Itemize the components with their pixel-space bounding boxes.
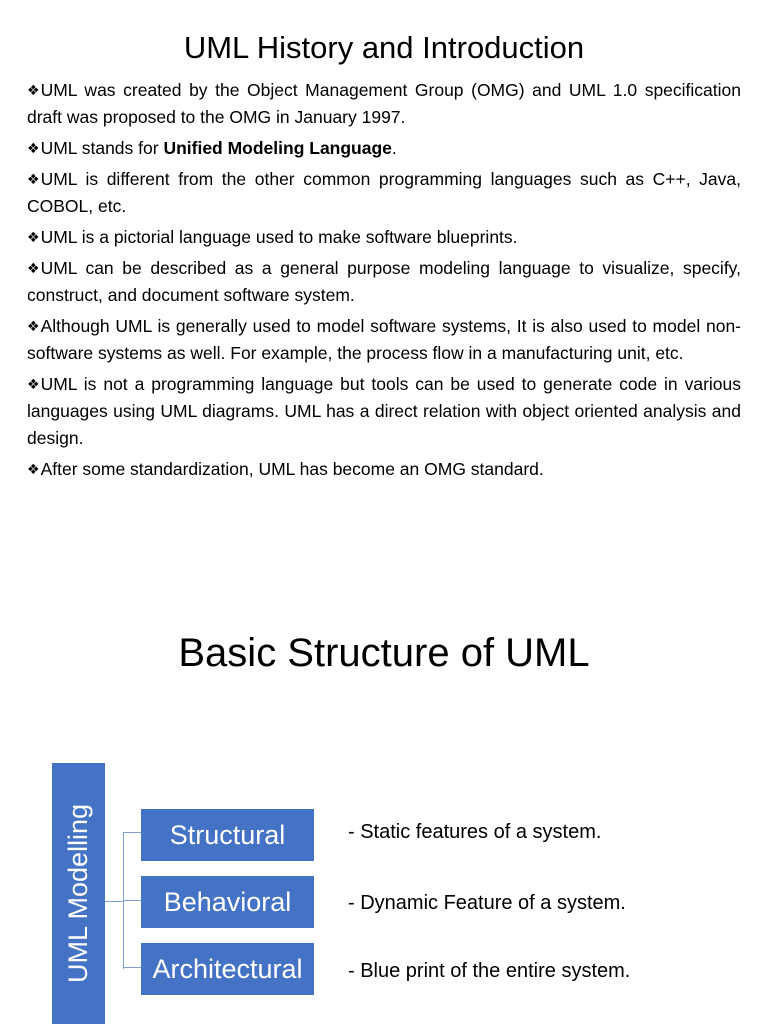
bullet-item: ❖After some standardization, UML has become an OMG standard.: [27, 456, 741, 483]
node-behavioral: Behavioral: [141, 876, 314, 928]
bullet-item: ❖UML is different from the other common programming languages such as C++, Java, COBOL, etc.: [27, 166, 741, 220]
node-architectural: Architectural: [141, 943, 314, 995]
bullet-item: ❖UML is a pictorial language used to make software blueprints.: [27, 224, 741, 251]
diamond-bullet-icon: ❖: [27, 140, 40, 156]
node-description: - Static features of a system.: [348, 821, 602, 843]
diamond-bullet-icon: ❖: [27, 461, 40, 477]
node-description: - Dynamic Feature of a system.: [348, 892, 626, 914]
diamond-bullet-icon: ❖: [27, 82, 40, 98]
diamond-bullet-icon: ❖: [27, 376, 40, 392]
bullet-item: ❖UML stands for Unified Modeling Language.: [27, 135, 741, 162]
root-connector: [105, 901, 123, 902]
diamond-bullet-icon: ❖: [27, 229, 40, 245]
node-description: - Blue print of the entire system.: [348, 960, 631, 982]
bullet-item: ❖Although UML is generally used to model software systems, It is also used to model non-software systems as well. For example, the process flow in a manufacturing unit, etc.: [27, 313, 741, 367]
diamond-bullet-icon: ❖: [27, 318, 40, 334]
branch-line: [124, 900, 142, 901]
tree-connector: [123, 832, 142, 969]
bold-term: Unified Modeling Language: [163, 138, 392, 158]
diamond-bullet-icon: ❖: [27, 171, 40, 187]
slide-basic-structure: [0, 580, 768, 1024]
node-structural: Structural: [141, 809, 314, 861]
slide-title: Basic Structure of UML: [178, 631, 590, 675]
diamond-bullet-icon: ❖: [27, 260, 40, 276]
bullet-item: ❖UML can be described as a general purpose modeling language to visualize, specify, construct, and document software system.: [27, 255, 741, 309]
bullet-item: ❖UML is not a programming language but tools can be used to generate code in various languages using UML diagrams. UML has a direct relation with object oriented analysis and design.: [27, 371, 741, 452]
branch-line: [124, 832, 142, 833]
root-node-label: UML Modelling: [63, 803, 94, 984]
bullet-item: ❖UML was created by the Object Management Group (OMG) and UML 1.0 specification draft was proposed to the OMG in January 1997.: [27, 77, 741, 131]
slide-title: UML History and Introduction: [183, 30, 585, 65]
branch-line: [124, 967, 142, 968]
bullet-list: [27, 77, 741, 487]
